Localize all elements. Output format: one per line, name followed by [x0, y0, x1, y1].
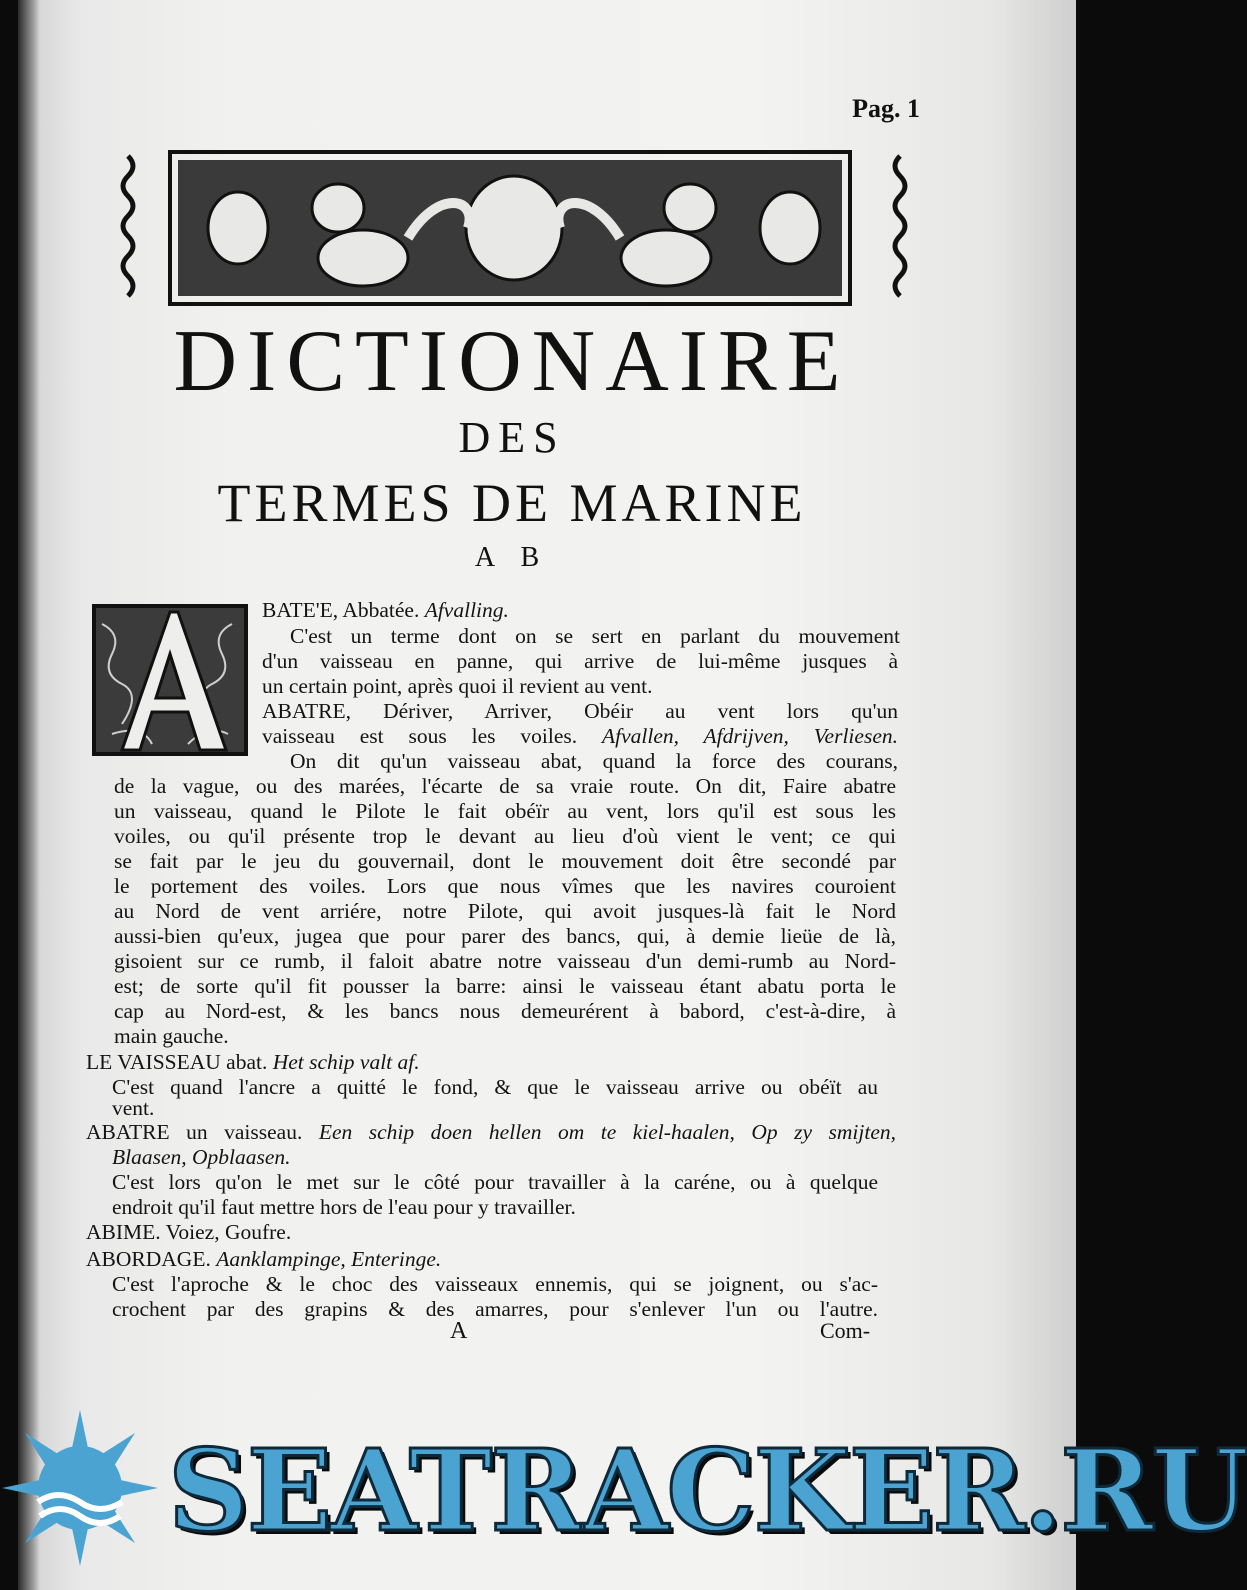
entry-text: au Nord de vent arriére, notre Pilote, qui avoit jusques-là fait le Nord: [114, 899, 896, 923]
entry-text: BATE'E, Abbatée.: [262, 598, 425, 622]
drop-cap-a-icon: [92, 604, 248, 756]
entry-1-line-4: [114, 799, 896, 824]
section-heading: A B: [474, 542, 550, 573]
title-des: DES: [458, 413, 566, 462]
entry-text: vaisseau est sous les voiles.: [262, 724, 603, 748]
entry-text: ABATRE un vaisseau.: [86, 1120, 319, 1144]
entry-text: aussi-bien qu'eux, jugea que pour parer des bancs, qui, à demie lieüe de là,: [114, 924, 896, 948]
entry-text: endroit qu'il faut mettre hors de l'eau pour y travailler.: [112, 1195, 576, 1219]
entry-1-line-5: [114, 824, 896, 849]
entry-text: ABORDAGE.: [86, 1247, 217, 1271]
entry-text: C'est lors qu'on le met sur le côté pour travailler à la caréne, ou à quelque: [112, 1170, 878, 1194]
watermark-text: SEATRACKER.RU: [168, 1426, 1247, 1557]
entry-dutch-term: Een schip doen hellen om te kiel-haalen, Op zy smijten,: [318, 1120, 896, 1144]
entry-text: un certain point, après quoi il revient au vent.: [262, 674, 653, 698]
title-termes-de-marine: TERMES DE MARINE: [217, 473, 807, 533]
entry-text: le portement des voiles. Lors que nous vîmes que les navires couroient: [114, 874, 896, 898]
entry-text: ABATRE, Dériver, Arriver, Obéir au vent lors qu'un: [262, 699, 898, 723]
entry-3-line-2: [112, 1170, 878, 1195]
entry-text: LE VAISSEAU abat.: [86, 1050, 273, 1074]
entry-5-line-2: [112, 1297, 878, 1322]
entry-dutch-term: Het schip valt af.: [272, 1050, 420, 1074]
entry-text: main gauche.: [114, 1024, 229, 1048]
entry-text: un vaisseau, quand le Pilote le fait obéïr au vent, lors qu'il est sous les: [114, 799, 896, 823]
entry-0-line-3: [262, 674, 652, 699]
entry-4-line-0: [86, 1220, 291, 1245]
catchword: Com-: [820, 1318, 871, 1343]
entry-1-line-7: [114, 874, 896, 899]
entry-text: vent.: [112, 1096, 155, 1120]
entry-text: C'est un terme dont on se sert en parlant du mouvement: [290, 624, 900, 648]
entry-2-line-1: [112, 1075, 878, 1100]
entry-1-line-9: [114, 924, 896, 949]
entry-2-line-0: [86, 1050, 420, 1075]
entry-dutch-term: Aanklampinge, Enteringe.: [216, 1247, 442, 1271]
entry-1-line-10: [114, 949, 896, 974]
entry-1-line-12: [114, 999, 896, 1024]
entry-text: C'est l'aproche & le choc des vaisseaux ennemis, qui se joignent, ou s'ac-: [112, 1272, 878, 1296]
entry-3-line-1: [112, 1145, 291, 1170]
title-dictionaire: DICTIONAIRE: [173, 313, 851, 410]
entry-dutch-term: Afvallen, Afdrijven, Verliesen.: [602, 724, 898, 748]
entry-text: se fait par le jeu du gouvernail, dont le mouvement doit être secondé par: [114, 849, 896, 873]
entry-text: C'est quand l'ancre a quitté le fond, & que le vaisseau arrive ou obéït au: [112, 1075, 878, 1099]
signature-mark: A: [450, 1318, 468, 1344]
entry-text: de la vague, ou des marées, l'écarte de sa vraie route. On dit, Faire abatre: [114, 774, 896, 798]
entry-1-line-6: [114, 849, 896, 874]
entry-dutch-term: Blaasen, Opblaasen.: [112, 1145, 291, 1169]
entry-2-line-2: [112, 1096, 154, 1121]
entry-0-line-2: [262, 649, 898, 674]
entry-1-line-13: [114, 1024, 229, 1049]
page-gutter-shadow: [18, 0, 40, 1590]
entry-text: crochent par des grapins & des amarres, pour s'enlever l'un ou l'autre.: [112, 1297, 878, 1321]
entry-1-line-3: [114, 774, 896, 799]
entry-1-line-2: [290, 749, 898, 774]
entry-text: gisoient sur ce rumb, il faloit abatre notre vaisseau d'un demi-rumb au Nord-: [114, 949, 896, 973]
entry-text: d'un vaisseau en panne, qui arrive de lui-même jusques à: [262, 649, 898, 673]
page-number: Pag. 1: [852, 94, 920, 123]
entry-0-line-1: [290, 624, 900, 649]
entry-1-line-1: [262, 724, 898, 749]
ornamental-headpiece: [118, 148, 910, 308]
entry-1-line-0: [262, 699, 898, 724]
entry-5-line-1: [112, 1272, 878, 1297]
entry-3-line-0: [86, 1120, 896, 1145]
entry-1-line-11: [114, 974, 896, 999]
entry-text: voiles, ou qu'il présente trop le devant au lieu d'où vient le vent; ce qui: [114, 824, 896, 848]
entry-5-line-0: [86, 1247, 441, 1272]
entry-dutch-term: Afvalling.: [424, 598, 509, 622]
entry-3-line-3: [112, 1195, 576, 1220]
entry-text: ABIME. Voiez, Goufre.: [86, 1220, 292, 1244]
entry-1-line-8: [114, 899, 896, 924]
entry-text: On dit qu'un vaisseau abat, quand la force des courans,: [290, 749, 898, 773]
entry-text: est; de sorte qu'il fit pousser la barre: ainsi le vaisseau étant abatu porta le: [114, 974, 896, 998]
entry-0-line-0: [262, 598, 509, 623]
entry-text: cap au Nord-est, & les bancs nous demeurérent à babord, c'est-à-dire, à: [114, 999, 896, 1023]
